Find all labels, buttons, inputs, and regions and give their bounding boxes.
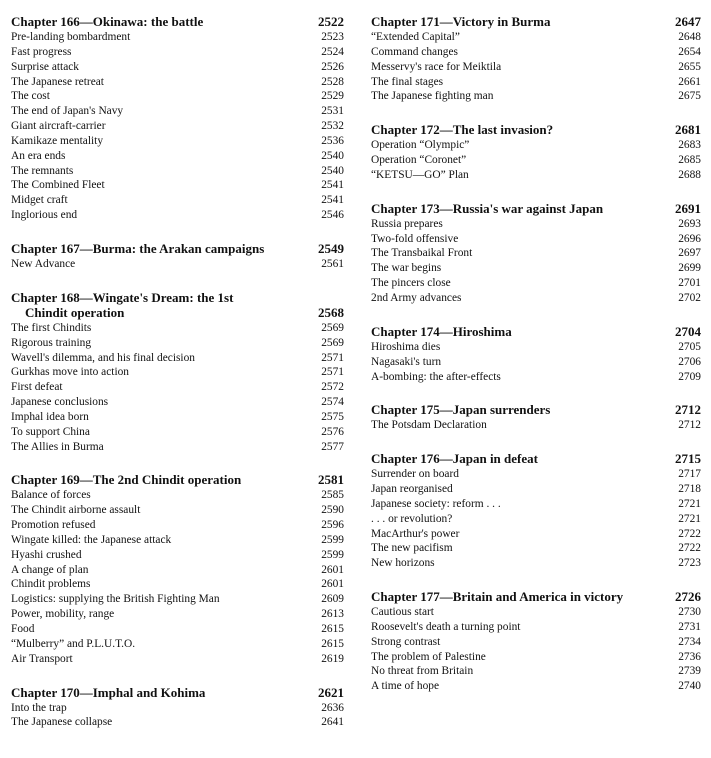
entry-page-number: 2648 [678, 31, 701, 43]
entry-title: Command changes [371, 45, 458, 58]
entry-page-number: 2699 [678, 262, 701, 275]
entry-page-number: 2536 [321, 134, 344, 147]
toc-entry [11, 652, 344, 667]
toc-entry [11, 577, 344, 592]
entry-page-number: 2572 [321, 381, 344, 394]
chapter-title-text: Chapter 173—Russia's war against Japan [371, 200, 604, 216]
entry-title: The war begins [371, 262, 442, 275]
toc-entry [11, 548, 344, 563]
chapter-title [371, 324, 675, 339]
entry-title: A-bombing: the after-effects [371, 370, 501, 383]
entry-page-number: 2571 [321, 366, 344, 379]
entry-page-number: 2734 [678, 635, 701, 648]
entry-title: Imphal idea born [11, 410, 89, 423]
toc-entry [11, 75, 344, 90]
toc-entry [371, 605, 701, 620]
entry-page-number: 2524 [321, 45, 344, 58]
chapter-section [11, 472, 344, 666]
chapter-title [371, 122, 675, 137]
toc-entry [11, 351, 344, 366]
chapter-title-text: Chapter 167—Burma: the Arakan campaigns [11, 240, 265, 256]
entry-title: The Japanese retreat [11, 75, 104, 88]
entry-page-number: 2683 [678, 139, 701, 152]
toc-entry [11, 193, 344, 208]
toc-entry [371, 340, 701, 355]
entry-title: The first Chindits [11, 321, 92, 334]
chapter-title-text: Chapter 174—Hiroshima [371, 323, 512, 339]
entry-title: Rigorous training [11, 336, 92, 349]
entry-title: Logistics: supplying the British Fighting Man [11, 593, 220, 606]
entry-title: The end of Japan's Navy [11, 105, 124, 118]
entry-page-number: 2718 [678, 483, 701, 496]
entry-page-number: 2675 [678, 90, 701, 103]
toc-entry [371, 635, 701, 650]
toc-entry [371, 541, 701, 556]
entry-page-number: 2721 [678, 497, 701, 510]
chapter-section [371, 122, 701, 183]
entry-title: The Japanese fighting man [371, 90, 494, 103]
entry-title: Roosevelt's death a turning point [371, 620, 521, 633]
entry-title: Gurkhas move into action [11, 366, 129, 379]
entry-title: Fast progress [11, 45, 72, 58]
chapter-section [371, 201, 701, 306]
chapter-heading [371, 201, 701, 216]
toc-entry [11, 715, 344, 730]
chapter-title [11, 290, 318, 320]
toc-entry [371, 620, 701, 635]
entry-page-number: 2636 [321, 701, 344, 714]
entry-page-number: 2722 [678, 542, 701, 555]
entry-page-number: 2571 [321, 351, 344, 364]
toc-entry [371, 45, 701, 60]
entry-title: Kamikaze mentality [11, 134, 104, 147]
toc-entry [11, 488, 344, 503]
toc-entry [11, 592, 344, 607]
chapter-title [371, 402, 675, 417]
entry-title: Promotion refused [11, 519, 96, 532]
entry-page-number: 2693 [678, 217, 701, 230]
chapter-heading [11, 685, 344, 700]
toc-entry [371, 650, 701, 665]
entry-page-number: 2730 [678, 606, 701, 619]
chapter-title [11, 685, 318, 700]
toc-entry [11, 518, 344, 533]
chapter-section [11, 241, 344, 272]
toc-entry [11, 425, 344, 440]
chapter-heading [371, 14, 701, 29]
entry-title: Wavell's dilemma, and his final decision [11, 351, 195, 364]
toc-entry [371, 261, 701, 276]
toc-entry [11, 30, 344, 45]
entry-title: 2nd Army advances [371, 291, 462, 304]
entry-title: Midget craft [11, 194, 68, 207]
toc-entry [11, 503, 344, 518]
entry-page-number: 2599 [321, 548, 344, 561]
toc-entry [11, 60, 344, 75]
entry-title: No threat from Britain [371, 665, 474, 678]
entry-title: New Advance [11, 257, 76, 270]
entry-page-number: 2569 [321, 321, 344, 334]
entry-title: The Transbaikal Front [371, 247, 473, 260]
entry-title: The Japanese collapse [11, 716, 113, 729]
chapter-page-number: 2568 [318, 304, 344, 320]
entry-title: Japan reorganised [371, 483, 453, 496]
entry-page-number: 2590 [321, 504, 344, 517]
entry-title: Nagasaki's turn [371, 355, 442, 368]
toc-entry [371, 232, 701, 247]
toc-entry [371, 168, 701, 183]
entry-title: Operation “Coronet” [371, 154, 467, 167]
toc-entry [11, 164, 344, 179]
toc-left-column [11, 14, 344, 748]
toc-entry [371, 217, 701, 232]
chapter-page-number: 2522 [318, 14, 344, 29]
toc-entry [371, 370, 701, 385]
entry-page-number: 2709 [678, 370, 701, 383]
entry-page-number: 2654 [678, 45, 701, 58]
entry-title: Hyashi crushed [11, 548, 82, 561]
entry-title: Surprise attack [11, 60, 80, 73]
entry-page-number: 2685 [678, 154, 701, 167]
toc-entry [11, 89, 344, 104]
toc-entry [11, 622, 344, 637]
entry-title: A time of hope [371, 680, 440, 693]
chapter-title-text: Chapter 176—Japan in defeat [371, 451, 538, 467]
chapter-title-text: Chapter 168—Wingate's Dream: the 1st [11, 289, 234, 305]
entry-title: “KETSU—GO” Plan [371, 168, 469, 181]
entry-page-number: 2576 [321, 425, 344, 438]
entry-page-number: 2722 [678, 527, 701, 540]
toc-entry [11, 178, 344, 193]
toc-entry [371, 482, 701, 497]
entry-page-number: 2528 [321, 75, 344, 88]
chapter-title [11, 472, 318, 487]
entry-page-number: 2601 [321, 563, 344, 576]
entry-title: Into the trap [11, 701, 67, 714]
entry-title: . . . or revolution? [371, 512, 453, 525]
entry-page-number: 2561 [321, 257, 344, 270]
chapter-heading [11, 290, 344, 320]
entry-title: To support China [11, 425, 90, 438]
entry-title: Operation “Olympic” [371, 139, 470, 152]
chapter-title-text: Chapter 175—Japan surrenders [371, 402, 551, 418]
chapter-section [11, 290, 344, 455]
chapter-page-number: 2704 [675, 323, 701, 339]
entry-page-number: 2739 [678, 665, 701, 678]
toc-entry [371, 246, 701, 261]
toc-entry [371, 664, 701, 679]
toc-entry [11, 380, 344, 395]
chapter-page-number: 2715 [675, 451, 701, 467]
chapter-title-text: Chapter 171—Victory in Burma [371, 14, 551, 29]
toc-entry [11, 208, 344, 223]
toc-entry [11, 365, 344, 380]
entry-page-number: 2529 [321, 90, 344, 103]
entry-title: Air Transport [11, 652, 73, 665]
entry-page-number: 2661 [678, 75, 701, 88]
toc-entry [371, 679, 701, 694]
toc-entry [11, 701, 344, 716]
entry-title: Chindit problems [11, 578, 91, 591]
toc-entry [11, 321, 344, 336]
entry-page-number: 2526 [321, 60, 344, 73]
toc-entry [371, 138, 701, 153]
entry-page-number: 2723 [678, 557, 701, 570]
chapter-page-number: 2621 [318, 684, 344, 700]
entry-title: The Potsdam Declaration [371, 419, 487, 432]
entry-title: Wingate killed: the Japanese attack [11, 533, 172, 546]
toc-entry [11, 533, 344, 548]
entry-page-number: 2697 [678, 247, 701, 260]
entry-page-number: 2641 [321, 716, 344, 729]
entry-page-number: 2615 [321, 623, 344, 635]
chapter-title-text: Chapter 172—The last invasion? [371, 122, 554, 138]
toc-entry [11, 257, 344, 272]
entry-title: Surrender on board [371, 468, 459, 481]
entry-page-number: 2717 [678, 468, 701, 481]
entry-page-number: 2574 [321, 396, 344, 409]
entry-page-number: 2736 [678, 650, 701, 663]
entry-page-number: 2546 [321, 209, 344, 222]
entry-page-number: 2702 [678, 291, 701, 304]
entry-page-number: 2540 [321, 164, 344, 177]
chapter-title [371, 201, 675, 216]
entry-title: “Extended Capital” [371, 31, 460, 43]
chapter-page-number: 2581 [318, 472, 344, 488]
entry-title: Power, mobility, range [11, 608, 115, 621]
toc-entry [371, 355, 701, 370]
entry-title: The new pacifism [371, 542, 453, 555]
toc-entry [11, 637, 344, 652]
entry-page-number: 2596 [321, 519, 344, 532]
entry-page-number: 2613 [321, 608, 344, 621]
toc-entry [371, 153, 701, 168]
entry-page-number: 2706 [678, 355, 701, 368]
toc-entry [11, 336, 344, 351]
entry-page-number: 2541 [321, 194, 344, 207]
entry-page-number: 2569 [321, 336, 344, 349]
chapter-title [11, 241, 318, 256]
entry-page-number: 2696 [678, 232, 701, 245]
chapter-title-text: Chapter 177—Britain and America in victory [371, 589, 624, 605]
entry-page-number: 2575 [321, 410, 344, 423]
chapter-title-text: Chapter 169—The 2nd Chindit operation [11, 472, 242, 488]
entry-page-number: 2532 [321, 120, 344, 133]
chapter-page-number: 2726 [675, 589, 701, 605]
chapter-heading [371, 402, 701, 417]
toc-entry [371, 497, 701, 512]
chapter-heading [11, 472, 344, 487]
entry-page-number: 2599 [321, 533, 344, 546]
entry-title: New horizons [371, 557, 435, 570]
chapter-heading [11, 241, 344, 256]
toc-entry [371, 418, 701, 433]
entry-title: The cost [11, 90, 50, 103]
toc-entry [371, 512, 701, 527]
toc-entry [11, 607, 344, 622]
chapter-heading [371, 589, 701, 604]
entry-page-number: 2523 [321, 31, 344, 43]
entry-page-number: 2601 [321, 578, 344, 591]
toc-entry [371, 467, 701, 482]
entry-title: The Combined Fleet [11, 179, 105, 192]
chapter-title-text: Chapter 170—Imphal and Kohima [11, 684, 206, 700]
toc-entry [11, 410, 344, 425]
chapter-heading [11, 14, 344, 29]
toc-entry [371, 89, 701, 104]
toc-entry [11, 563, 344, 578]
toc-right-column [371, 14, 701, 712]
toc-entry [11, 119, 344, 134]
toc-entry [11, 440, 344, 455]
entry-page-number: 2731 [678, 620, 701, 633]
entry-title: The final stages [371, 75, 444, 88]
entry-title: Russia prepares [371, 217, 443, 230]
entry-page-number: 2577 [321, 440, 344, 453]
entry-title: Strong contrast [371, 635, 441, 648]
entry-title: Pre-landing bombardment [11, 31, 131, 43]
toc-entry [371, 527, 701, 542]
entry-title: Japanese conclusions [11, 396, 109, 409]
chapter-section [371, 451, 701, 571]
chapter-section [11, 14, 344, 223]
entry-page-number: 2531 [321, 105, 344, 118]
entry-title: Giant aircraft-carrier [11, 120, 106, 133]
toc-entry [371, 30, 701, 45]
entry-title: Messervy's race for Meiktila [371, 60, 502, 73]
entry-title: The Chindit airborne assault [11, 504, 141, 517]
entry-title: The pincers close [371, 277, 451, 290]
entry-page-number: 2705 [678, 340, 701, 353]
chapter-title [11, 14, 318, 29]
chapter-section [371, 402, 701, 433]
entry-page-number: 2609 [321, 593, 344, 606]
toc-entry [11, 104, 344, 119]
entry-title: The remnants [11, 164, 74, 177]
chapter-title [371, 14, 675, 29]
entry-page-number: 2615 [321, 637, 344, 650]
chapter-heading [371, 122, 701, 137]
chapter-title-text: Chapter 166—Okinawa: the battle [11, 14, 204, 29]
entry-title: Food [11, 623, 35, 635]
entry-page-number: 2721 [678, 512, 701, 525]
toc-entry [371, 60, 701, 75]
chapter-heading [371, 451, 701, 466]
chapter-section [371, 14, 701, 104]
toc-entry [11, 45, 344, 60]
chapter-section [11, 685, 344, 731]
entry-page-number: 2688 [678, 168, 701, 181]
toc-entry [371, 276, 701, 291]
entry-title: The Allies in Burma [11, 440, 104, 453]
entry-page-number: 2740 [678, 680, 701, 693]
chapter-page-number: 2712 [675, 402, 701, 418]
chapter-title [371, 451, 675, 466]
entry-title: Two-fold offensive [371, 232, 459, 245]
entry-page-number: 2701 [678, 277, 701, 290]
toc-entry [11, 149, 344, 164]
toc-entry [11, 395, 344, 410]
entry-title: Inglorious end [11, 209, 78, 222]
entry-page-number: 2540 [321, 149, 344, 162]
entry-title: “Mulberry” and P.L.U.T.O. [11, 637, 136, 650]
entry-page-number: 2619 [321, 652, 344, 665]
toc-entry [371, 291, 701, 306]
chapter-page-number: 2691 [675, 200, 701, 216]
entry-title: Japanese society: reform . . . [371, 497, 501, 510]
chapter-heading [371, 324, 701, 339]
chapter-page-number: 2647 [675, 14, 701, 29]
chapter-title [371, 589, 675, 604]
chapter-section [371, 324, 701, 385]
entry-page-number: 2655 [678, 60, 701, 73]
chapter-section [371, 589, 701, 694]
entry-title: An era ends [11, 149, 66, 162]
entry-title: Cautious start [371, 606, 434, 619]
entry-title: First defeat [11, 381, 63, 394]
entry-title: Balance of forces [11, 489, 91, 502]
entry-title: A change of plan [11, 563, 89, 576]
toc-entry [11, 134, 344, 149]
entry-page-number: 2712 [678, 419, 701, 432]
chapter-title-text-line2: Chindit operation [25, 304, 125, 320]
entry-page-number: 2585 [321, 489, 344, 502]
entry-page-number: 2541 [321, 179, 344, 192]
toc-entry [371, 75, 701, 90]
chapter-page-number: 2681 [675, 122, 701, 138]
chapter-page-number: 2549 [318, 240, 344, 256]
toc-entry [371, 556, 701, 571]
entry-title: Hiroshima dies [371, 340, 441, 353]
entry-title: The problem of Palestine [371, 650, 486, 663]
entry-title: MacArthur's power [371, 527, 460, 540]
